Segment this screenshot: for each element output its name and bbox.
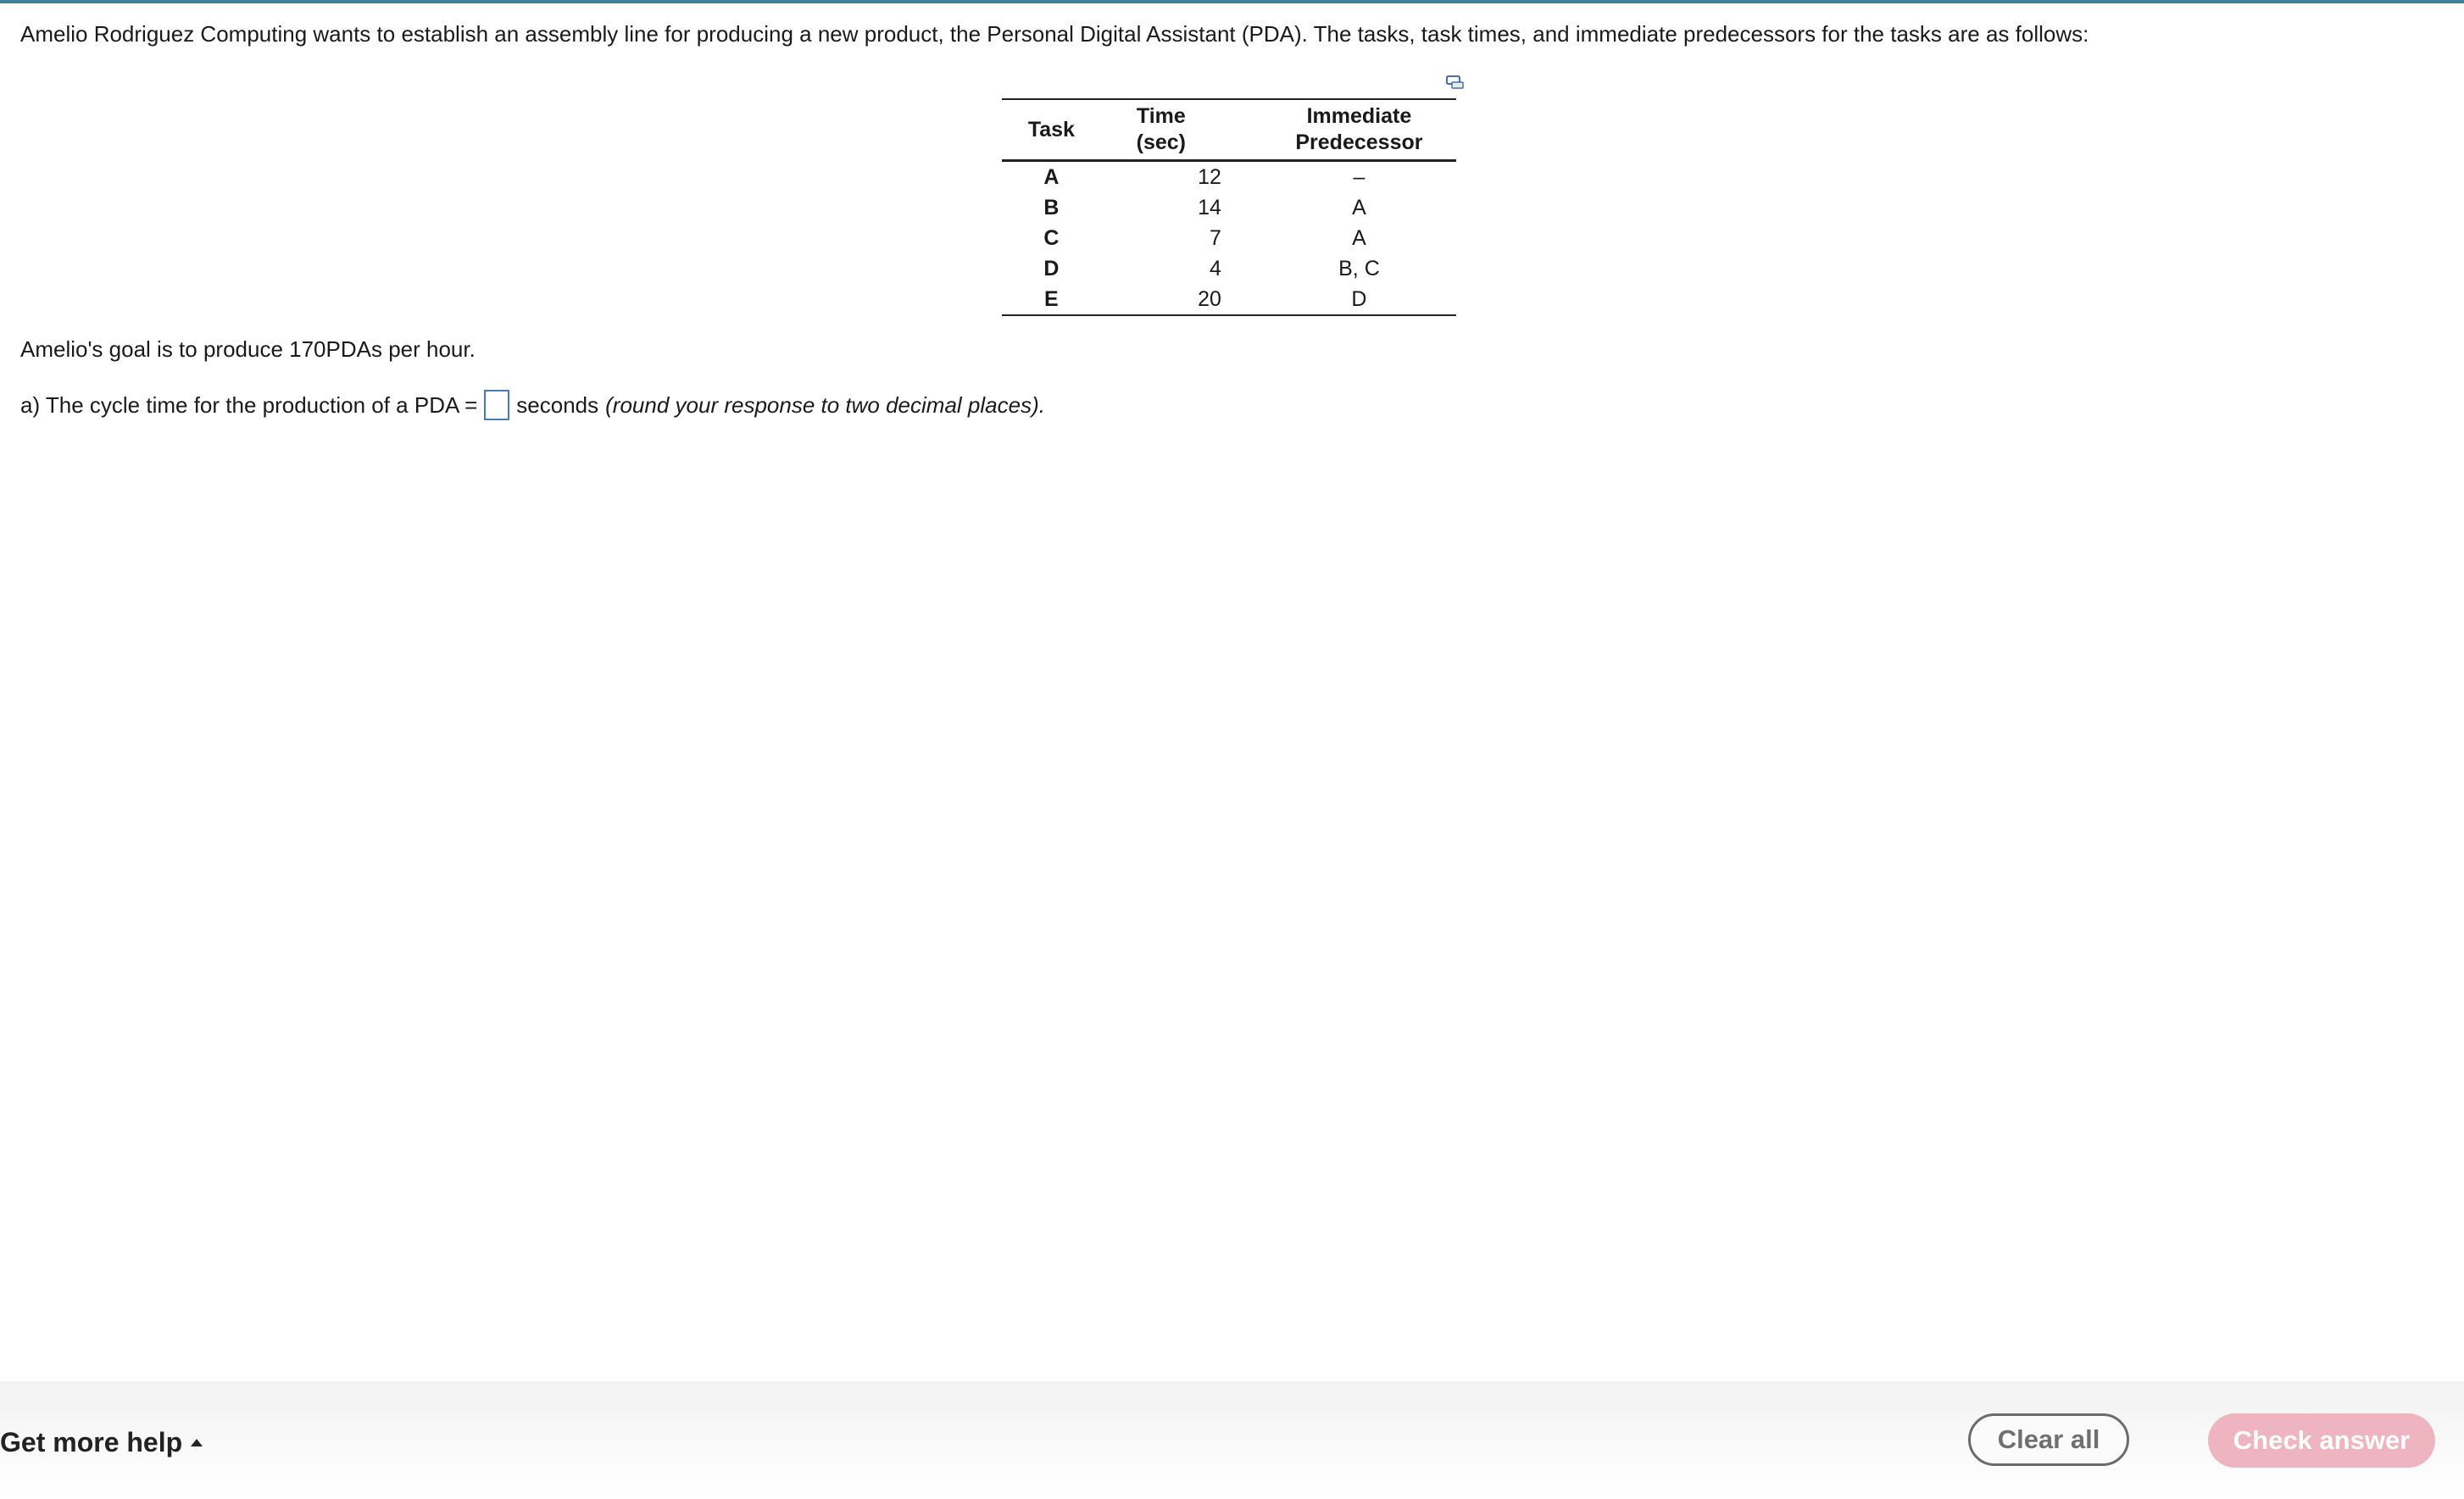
task-cell: D: [1043, 257, 1060, 280]
time-cell: 12: [1198, 165, 1221, 189]
header-pred-line2: Predecessor: [1295, 130, 1423, 154]
task-cell: E: [1044, 287, 1059, 311]
table-row: [1002, 223, 1456, 253]
question-a: [20, 390, 1045, 420]
footer-bar: [0, 1381, 2464, 1499]
time-cell: 7: [1209, 226, 1221, 250]
table-row: [1002, 253, 1456, 284]
table-row: [1002, 192, 1456, 223]
clear-all-button[interactable]: Clear all: [1968, 1413, 2129, 1466]
time-cell: 14: [1198, 196, 1221, 219]
table-header-row: [1002, 99, 1456, 161]
question-hint: (round your response to two decimal places).: [605, 392, 1045, 418]
cycle-time-answer-input[interactable]: [484, 390, 509, 420]
task-cell: C: [1043, 226, 1060, 250]
question-unit: seconds: [516, 392, 599, 418]
header-task: Task: [1027, 117, 1075, 142]
caret-up-icon: [191, 1439, 203, 1446]
predecessor-cell: A: [1352, 196, 1366, 219]
header-time: [1101, 99, 1262, 161]
predecessor-cell: D: [1351, 287, 1367, 311]
check-answer-button[interactable]: Check answer: [2208, 1413, 2435, 1468]
header-predecessor: [1262, 99, 1456, 161]
get-more-help-link[interactable]: [0, 1425, 203, 1459]
problem-intro: Amelio Rodriguez Computing wants to establish an assembly line for producing a new product, the Personal Digital Assistant (PDA). The tasks, task times, and immediate predecessors for the tasks are as follows:: [20, 21, 2089, 47]
top-accent-bar: [0, 0, 2464, 3]
time-cell: 4: [1209, 257, 1221, 280]
expand-table-icon[interactable]: [1446, 75, 1465, 89]
predecessor-cell: B, C: [1338, 257, 1380, 280]
predecessor-cell: A: [1352, 226, 1366, 250]
task-table: [1002, 98, 1456, 316]
table-row: [1002, 161, 1456, 193]
production-goal: Amelio's goal is to produce 170PDAs per hour.: [20, 336, 476, 362]
time-cell: 20: [1198, 287, 1221, 311]
table-row: [1002, 284, 1456, 315]
question-prefix: a) The cycle time for the production of a PDA =: [20, 392, 478, 418]
header-time-line2: (sec): [1136, 130, 1187, 154]
header-pred-line1: Immediate: [1306, 104, 1412, 128]
header-time-line1: Time: [1136, 104, 1186, 128]
help-label: Get more help: [0, 1427, 183, 1457]
task-cell: B: [1043, 196, 1060, 219]
task-cell: A: [1043, 165, 1060, 189]
predecessor-cell: –: [1353, 165, 1365, 189]
